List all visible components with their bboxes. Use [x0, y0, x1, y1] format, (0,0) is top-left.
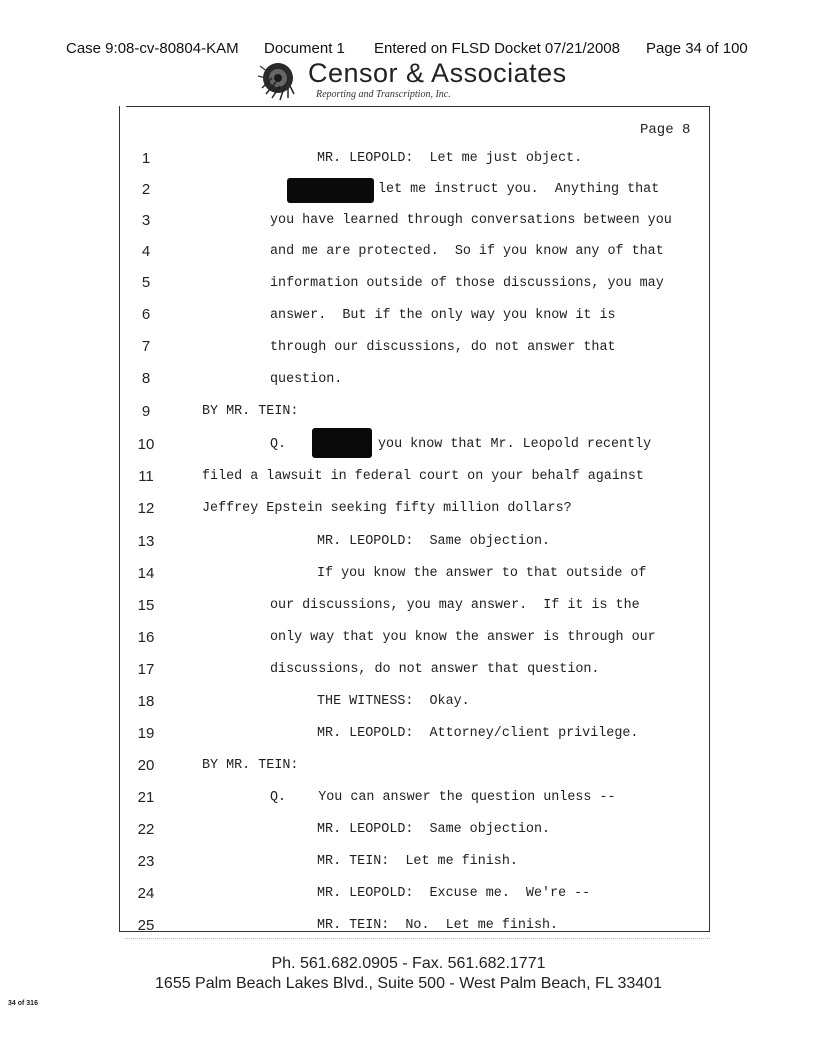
transcript-line: MR. LEOPOLD: Same objection. — [317, 534, 551, 549]
transcript-line: through our discussions, do not answer that — [270, 340, 616, 355]
page-count: 34 of 316 — [8, 1000, 38, 1007]
line-number: 10 — [137, 436, 155, 453]
transcript-line: let me instruct you. Anything that — [378, 182, 660, 197]
line-number: 11 — [138, 468, 154, 485]
transcript-line: and me are protected. So if you know any of that — [270, 244, 664, 259]
reporter-logo — [258, 58, 567, 108]
scan-artifact-line — [125, 938, 710, 939]
footer-phone-fax: Ph. 561.682.0905 - Fax. 561.682.1771 — [271, 955, 546, 972]
transcript-line: If you know the answer to that outside of — [317, 566, 647, 581]
transcript-line: you know that Mr. Leopold recently — [378, 437, 652, 452]
transcript-line: only way that you know the answer is through our — [270, 630, 656, 645]
transcript-page-label: Page 8 — [640, 122, 691, 138]
logo-company-name: Censor & Associates — [308, 58, 567, 88]
transcript-line: MR. LEOPOLD: Let me just object. — [317, 151, 583, 166]
logo-emblem-icon — [258, 58, 306, 102]
logo-tagline: Reporting and Transcription, Inc. — [316, 89, 451, 100]
transcript-line: discussions, do not answer that question. — [270, 662, 600, 677]
redaction-block — [312, 428, 372, 458]
transcript-line: question. — [270, 372, 343, 387]
transcript-line: MR. LEOPOLD: Same objection. — [317, 822, 551, 837]
transcript-line: Jeffrey Epstein seeking fifty million dollars? — [202, 501, 572, 516]
transcript-line: Q. — [270, 437, 287, 452]
transcript-line: Q. You can answer the question unless -- — [270, 790, 616, 805]
docket-entry: Entered on FLSD Docket 07/21/2008 — [374, 40, 620, 57]
line-number: 14 — [137, 565, 155, 582]
transcript-line: MR. TEIN: Let me finish. — [317, 854, 518, 869]
transcript-line: MR. TEIN: No. Let me finish. — [317, 918, 559, 933]
line-number: 15 — [137, 597, 155, 614]
line-number: 2 — [141, 181, 151, 198]
line-number: 18 — [137, 693, 155, 710]
line-number: 8 — [141, 370, 151, 387]
page-of-total: Page 34 of 100 — [646, 40, 748, 57]
transcript-frame — [119, 106, 710, 932]
transcript-line: BY MR. TEIN: — [202, 758, 299, 773]
case-number: Case 9:08-cv-80804-KAM — [66, 40, 239, 57]
line-number: 24 — [137, 885, 155, 902]
line-number: 16 — [137, 629, 155, 646]
transcript-line: filed a lawsuit in federal court on your behalf against — [202, 469, 644, 484]
line-number: 25 — [137, 917, 155, 934]
line-number: 21 — [137, 789, 155, 806]
transcript-line: BY MR. TEIN: — [202, 404, 299, 419]
line-number: 12 — [137, 500, 155, 517]
transcript-line: MR. LEOPOLD: Attorney/client privilege. — [317, 726, 639, 741]
transcript-line: our discussions, you may answer. If it is the — [270, 598, 640, 613]
transcript-line: you have learned through conversations between you — [270, 213, 672, 228]
redaction-block — [287, 178, 374, 203]
line-number: 5 — [141, 274, 151, 291]
line-number: 22 — [137, 821, 155, 838]
footer-address: 1655 Palm Beach Lakes Blvd., Suite 500 - West Palm Beach, FL 33401 — [155, 975, 662, 992]
transcript-line: answer. But if the only way you know it is — [270, 308, 616, 323]
line-number: 23 — [137, 853, 155, 870]
line-number: 20 — [137, 757, 155, 774]
transcript-line: information outside of those discussions, you may — [270, 276, 664, 291]
document-number: Document 1 — [264, 40, 345, 57]
line-number: 7 — [141, 338, 151, 355]
line-number: 1 — [141, 150, 151, 167]
line-number: 6 — [141, 306, 151, 323]
line-number: 9 — [141, 403, 151, 420]
line-number: 19 — [137, 725, 155, 742]
line-number: 17 — [137, 661, 155, 678]
line-number: 3 — [141, 212, 151, 229]
transcript-line: MR. LEOPOLD: Excuse me. We're -- — [317, 886, 591, 901]
line-number: 4 — [141, 243, 151, 260]
line-number: 13 — [137, 533, 155, 550]
transcript-line: THE WITNESS: Okay. — [317, 694, 470, 709]
